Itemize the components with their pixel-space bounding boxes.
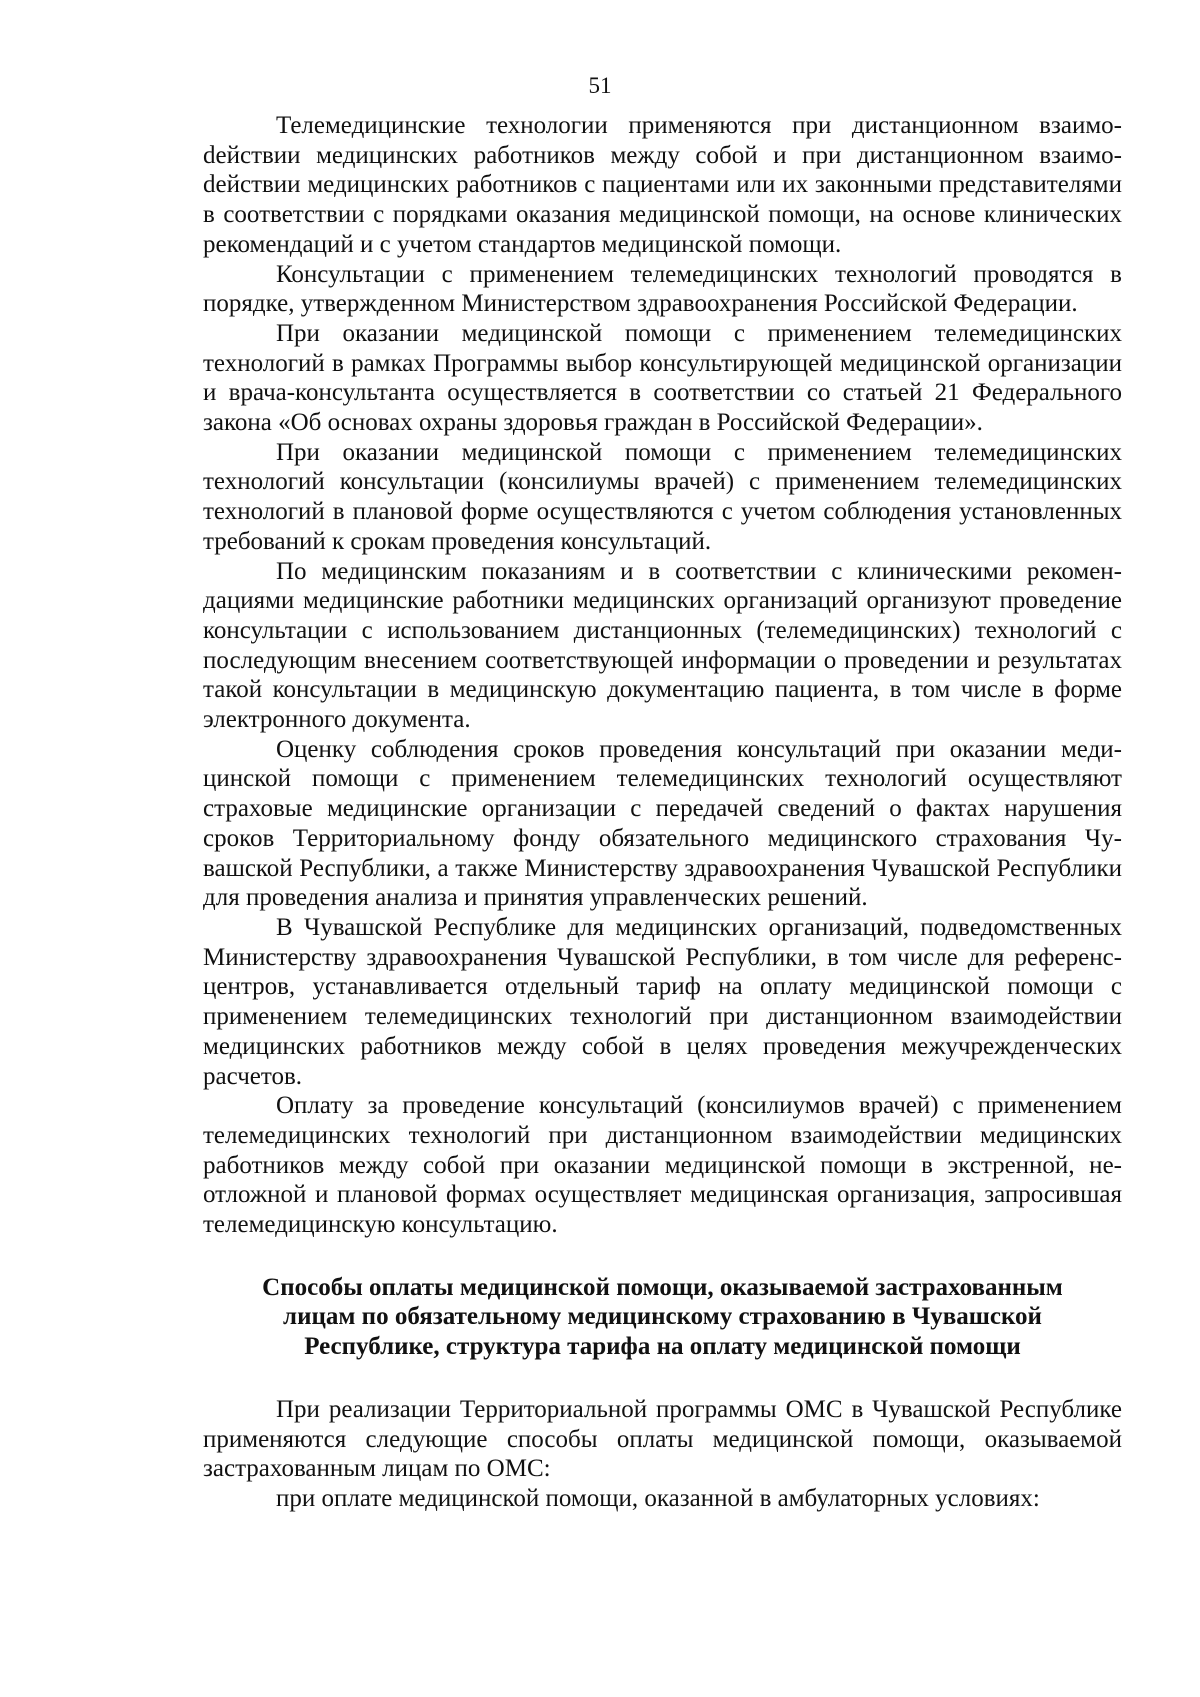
paragraph-outpatient-payment: при оплате медицинской помощи, оказанной в амбулаторных условиях:	[276, 1484, 1040, 1512]
paragraph-telemedicine-use: Телемедицинские технологии применяются при дистанционном взаимоdействии медицинских работников между собой и при дистанционном взаимоdействии медицинских работников с пациентами или их законными представителями в соответствии с порядками оказания медицинской помощи, на основе клинических рекомендаций и с учетом стандартов медицинской помощи.	[203, 112, 1122, 258]
document-body	[203, 111, 1122, 1514]
paragraph-planned-consultations: При оказании медицинской помощи с применением телемедицинских технологий консультации (консилиумы врачей) с применением телемедицинских технологий в плановой форме осуществляются с учетом соблюдения установленных требований к срокам проведения консультаций.	[203, 438, 1122, 555]
page-number: 51	[588, 73, 612, 98]
paragraph-remote-consultation-records: По медицинским показаниям и в соответствии с клиническими рекомендациями медицинские работники медицинских организаций организуют проведение консультации с использованием дистанционных (телемедицинских) технологий с последующим внесением соответствующей информации о проведении и результатах такой консультации в медицинскую документацию пациента, в том числе в форме электронного документа.	[203, 557, 1122, 734]
paragraph-payment-methods-intro: При реализации Территориальной программы ОМС в Чувашской Республике применяются следующие способы оплаты медицинской помощи, оказываемой застрахованным лицам по ОМС:	[203, 1395, 1122, 1483]
paragraph-consultation-payment: Оплату за проведение консультаций (консилиумов врачей) с применением телемедицинских технологий при дистанционном взаимодействии медицинских работников между собой при оказании медицинской помощи в экстренной, неотложной и плановой формах осуществляет медицинская организация, запросившая телемедицинскую консультацию.	[203, 1092, 1122, 1239]
paragraph-consulting-organization-choice: При оказании медицинской помощи с применением телемедицинских технологий в рамках Программы выбор консультирующей медицинской организации и врача-консультанта осуществляется в соответствии со статьей 21 Федерального закона «Об основах охраны здоровья граждан в Российской Федерации».	[203, 319, 1122, 437]
paragraph-separate-tariff: В Чувашской Республике для медицинских организаций, подведомственных Министерству здравоохранения Чувашской Республики, в том числе для референс-центров, устанавливается отдельный тариф на оплату медицинской помощи с применением телемедицинских технологий при дистанционном взаимодействии медицинских работников между собой в целях проведения межучрежденческих расчетов.	[203, 913, 1122, 1090]
paragraph-consultation-procedure: Консультации с применением телемедицинских технологий проводятся в порядке, утвержденном Министерством здравоохранения Российской Федерации.	[203, 260, 1122, 318]
paragraph-deadline-compliance: Оценку соблюдения сроков проведения консультаций при оказании медицинской помощи с применением телемедицинских технологий осуществляют страховые медицинские организации с передачей сведений о фактах нарушения сроков Территориальному фонду обязательного медицинского страхования Чувашской Республики, а также Министерству здравоохранения Чувашской Республики для проведения анализа и принятия управленческих решений.	[203, 735, 1122, 912]
section-heading: Способы оплаты медицинской помощи, оказываемой застрахованным лицам по обязательному медицинскому страхованию в Чувашской Республике, структура тарифа на оплату медицинской помощи	[262, 1273, 1063, 1361]
